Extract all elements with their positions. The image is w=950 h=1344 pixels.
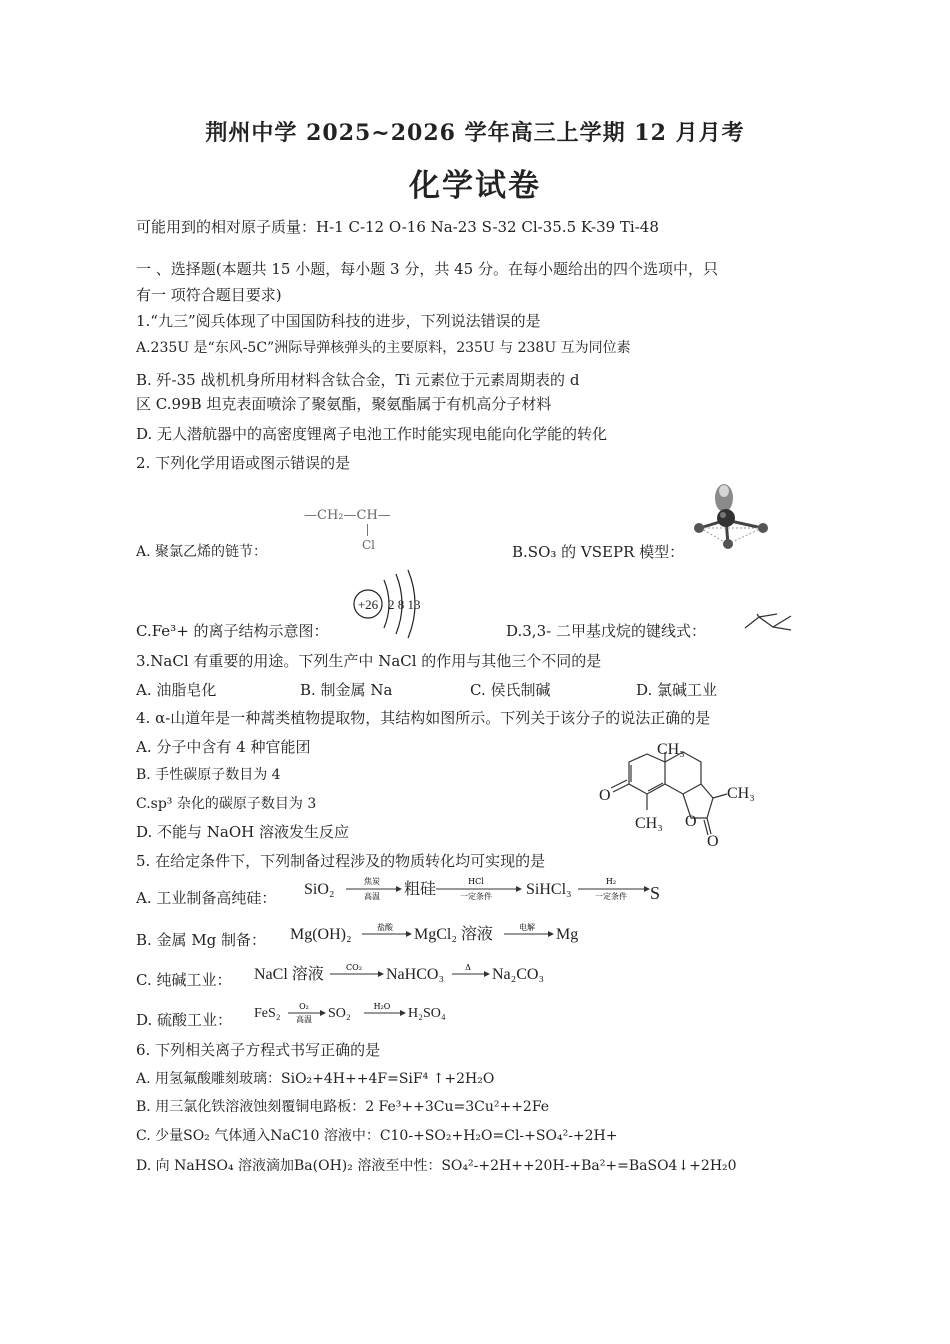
- eq-c-cond1: CO₂: [346, 963, 362, 972]
- q5-d-equation: [254, 1000, 474, 1030]
- section-heading-line2: 有一 项符合题目要求): [136, 286, 282, 304]
- eq-a-crude-si: 粗硅: [404, 881, 437, 898]
- q1-option-b-line2: 区 C.99B 坦克表面喷涂了聚氨酯，聚氨酯属于有机高分子材料: [136, 395, 552, 413]
- so3-vsepr-model-icon: [690, 478, 775, 553]
- q4-option-a: A. 分子中含有 4 种官能团: [136, 738, 311, 756]
- q4-option-c: C.sp³ 杂化的碳原子数目为 3: [136, 796, 317, 812]
- q2-option-b: B.SO₃ 的 VSEPR 模型：: [512, 543, 685, 561]
- eq-b-mgoh2: Mg(OH)₂: [290, 926, 352, 943]
- eq-d-h2so4: H₂SO₄: [408, 1006, 446, 1021]
- eq-c-nahco3: NaHCO₃: [386, 966, 445, 983]
- fe3-nucleus-label: +26: [357, 597, 379, 612]
- eq-a-cond3-top: H₂: [605, 877, 617, 886]
- ketone-o-label: O: [599, 787, 611, 804]
- q3-option-b: B. 制金属 Na: [300, 681, 393, 699]
- ch3-bottom-label: CH₃: [635, 815, 663, 832]
- q6-option-a: A. 用氢氟酸雕刻玻璃：SiO₂+4H++4F=SiF⁴ ↑+2H₂O: [136, 1071, 495, 1087]
- eq-a-si: S: [650, 883, 661, 903]
- eq-a-cond1-top: 焦炭: [364, 877, 380, 886]
- fe3-ion-structure-diagram: [350, 568, 440, 640]
- atomic-masses: 可能用到的相对原子质量：H-1 C-12 O-16 Na-23 S-32 Cl-35.5 K-39 Ti-48: [136, 218, 659, 236]
- eq-a-cond1-bottom: 高温: [364, 892, 380, 901]
- q3-stem: 3.NaCl 有重要的用途。下列生产中 NaCl 的作用与其他三个不同的是: [136, 652, 602, 670]
- eq-b-mg: Mg: [556, 926, 579, 943]
- subject-title: 化学试卷: [409, 168, 541, 204]
- eq-a-sihcl3: SiHCl₃: [526, 881, 572, 898]
- q5-stem: 5. 在给定条件下，下列制备过程涉及的物质转化均可实现的是: [136, 852, 546, 870]
- pvc-chain-cl: Cl: [362, 538, 376, 552]
- ring-o-label: O: [685, 813, 697, 830]
- dimethylpentane-skeletal-icon: [745, 612, 793, 634]
- eq-c-nacl: NaCl 溶液: [254, 966, 324, 983]
- q2-option-c: C.Fe³+ 的离子结构示意图：: [136, 622, 329, 640]
- q3-option-c: C. 侯氏制碱: [470, 681, 551, 699]
- eq-a-cond2-bottom: 一定条件: [460, 892, 492, 901]
- q4-option-b: B. 手性碳原子数目为 4: [136, 767, 281, 783]
- q5-a-equation: [304, 874, 664, 906]
- q6-option-d: D. 向 NaHSO₄ 溶液滴加Ba(OH)₂ 溶液至中性：SO₄²-+2H++20H-+Ba²+=BaSO4↓+2H₂0: [136, 1158, 737, 1174]
- lactone-o-label: O: [707, 833, 719, 850]
- q2-option-a: A. 聚氯乙烯的链节：: [136, 544, 268, 560]
- eq-b-mgcl2: MgCl₂ 溶液: [414, 926, 493, 943]
- eq-d-so2: SO₂: [328, 1006, 351, 1021]
- q1-stem: 1.“九三”阅兵体现了中国国防科技的进步，下列说法错误的是: [136, 312, 541, 330]
- q4-option-d: D. 不能与 NaOH 溶液发生反应: [136, 823, 350, 841]
- exam-title: 荆州中学 2025~2026 学年高三上学期 12 月月考: [205, 120, 745, 146]
- q1-option-a: A.235U 是“东风-5C”洲际导弹核弹头的主要原料，235U 与 238U 互为同位素: [136, 340, 631, 356]
- santonin-structure-diagram: [595, 738, 765, 850]
- eq-d-cond2: H₂O: [373, 1002, 391, 1011]
- fe3-shell-electrons: 2 8 13: [388, 597, 421, 612]
- q6-stem: 6. 下列相关离子方程式书写正确的是: [136, 1041, 381, 1059]
- q5-option-b: B. 金属 Mg 制备：: [136, 931, 267, 949]
- eq-b-cond1: 盐酸: [377, 923, 393, 932]
- eq-d-cond1-bottom: 高温: [296, 1015, 312, 1024]
- q3-option-d: D. 氯碱工业: [636, 681, 718, 699]
- eq-d-fes2: FeS₂: [254, 1006, 281, 1021]
- q6-option-b: B. 用三氯化铁溶液蚀刻覆铜电路板：2 Fe³++3Cu=3Cu²++2Fe: [136, 1099, 550, 1115]
- eq-c-cond2: Δ: [465, 963, 471, 972]
- q2-stem: 2. 下列化学用语或图示错误的是: [136, 454, 351, 472]
- q2-option-d: D.3,3- 二甲基戊烷的键线式：: [506, 622, 706, 640]
- q5-option-a: A. 工业制备高纯硅：: [136, 889, 277, 907]
- q5-option-d: D. 硫酸工业：: [136, 1011, 233, 1029]
- eq-d-cond1-top: O₂: [299, 1002, 309, 1011]
- q1-option-b-line1: B. 歼-35 战机机身所用材料含钛合金，Ti 元素位于元素周期表的 d: [136, 371, 580, 389]
- q1-option-d: D. 无人潜航器中的高密度锂离子电池工作时能实现电能向化学能的转化: [136, 425, 608, 443]
- q3-option-a: A. 油脂皂化: [136, 681, 217, 699]
- q4-stem: 4. α-山道年是一种蒿类植物提取物，其结构如图所示。下列关于该分子的说法正确的是: [136, 709, 711, 727]
- q6-option-c: C. 少量SO₂ 气体通入NaC10 溶液中：C10-+SO₂+H₂O=Cl-+SO₄²-+2H+: [136, 1128, 618, 1144]
- eq-a-cond2-top: HCl: [468, 877, 484, 886]
- eq-a-sio2: SiO₂: [304, 881, 335, 898]
- section-heading-line1: 一 、选择题(本题共 15 小题，每小题 3 分，共 45 分。在每小题给出的四个选项中，只: [136, 260, 718, 278]
- eq-b-cond2: 电解: [519, 923, 535, 932]
- q5-b-equation: [290, 920, 590, 950]
- eq-c-na2co3: Na₂CO₃: [492, 966, 545, 983]
- q5-c-equation: [254, 960, 554, 990]
- ch3-right-label: CH₃: [727, 785, 755, 802]
- q5-option-c: C. 纯碱工业：: [136, 971, 232, 989]
- pvc-chain-top: —CH₂—CH—: [304, 508, 391, 523]
- eq-a-cond3-bottom: 一定条件: [595, 892, 627, 901]
- ch3-top-label: CH₃: [657, 741, 685, 758]
